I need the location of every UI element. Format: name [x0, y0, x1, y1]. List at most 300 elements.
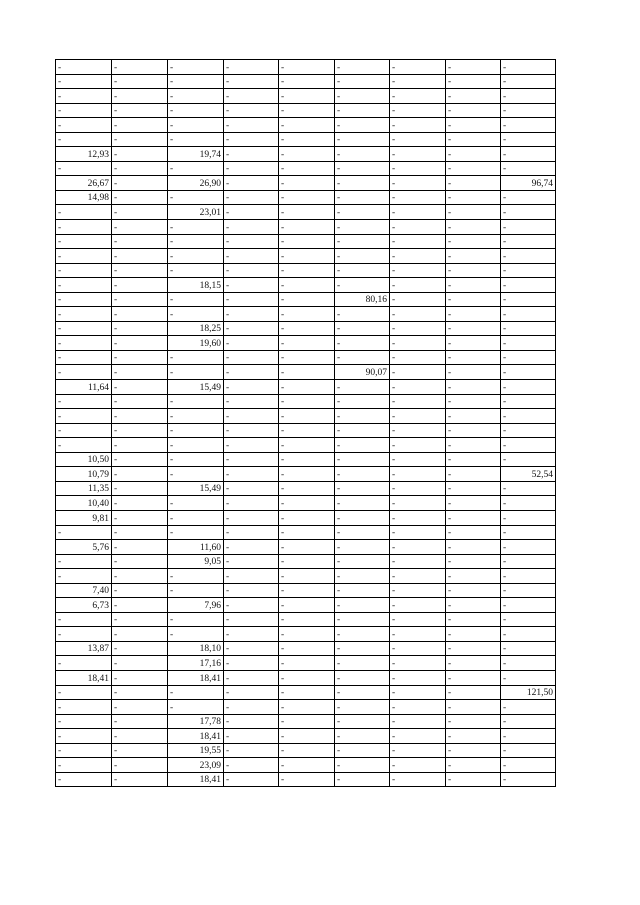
table-cell: - [224, 234, 279, 249]
table-cell: - [224, 249, 279, 264]
table-cell: - [390, 132, 446, 147]
table-row [56, 685, 556, 700]
table-cell: - [224, 74, 279, 89]
table-cell: - [390, 452, 446, 467]
table-cell: - [224, 540, 279, 555]
table-cell: - [501, 525, 556, 540]
table-cell: - [279, 205, 335, 220]
table-cell: - [335, 467, 390, 482]
table-cell: - [501, 409, 556, 424]
table-cell: - [168, 525, 224, 540]
table-cell: - [112, 176, 168, 191]
table-cell: - [168, 161, 224, 176]
table-cell: - [112, 758, 168, 773]
table-cell: - [390, 714, 446, 729]
table-row [56, 467, 556, 482]
table-row [56, 714, 556, 729]
table-cell: - [112, 438, 168, 453]
table-cell: - [168, 438, 224, 453]
table-cell: - [390, 234, 446, 249]
table-cell: - [335, 423, 390, 438]
table-row [56, 147, 556, 162]
table-cell: - [501, 700, 556, 715]
table-cell: - [112, 452, 168, 467]
table-cell: - [168, 220, 224, 235]
table-cell: - [112, 234, 168, 249]
table-cell: - [279, 249, 335, 264]
table-cell: 17,16 [168, 656, 224, 671]
table-cell: - [446, 423, 501, 438]
table-cell: - [501, 336, 556, 351]
table-row [56, 249, 556, 264]
table-cell: - [390, 510, 446, 525]
table-cell: - [56, 234, 112, 249]
table-cell: - [501, 234, 556, 249]
table-cell: - [224, 685, 279, 700]
table-cell: - [279, 263, 335, 278]
table-cell: - [335, 161, 390, 176]
table-cell: - [279, 234, 335, 249]
table-cell: - [501, 481, 556, 496]
table-cell: - [168, 350, 224, 365]
table-cell: - [335, 510, 390, 525]
table-cell: - [390, 205, 446, 220]
table-cell: - [112, 496, 168, 511]
table-cell: - [446, 263, 501, 278]
table-row [56, 161, 556, 176]
table-row [56, 510, 556, 525]
table-cell: - [224, 583, 279, 598]
table-cell: - [501, 627, 556, 642]
table-cell: - [224, 161, 279, 176]
table-cell: - [168, 60, 224, 75]
table-cell: - [279, 452, 335, 467]
table-cell: - [279, 467, 335, 482]
table-cell: - [446, 409, 501, 424]
table-cell: - [112, 525, 168, 540]
table-cell: - [279, 670, 335, 685]
table-cell: - [112, 772, 168, 787]
table-cell: - [335, 598, 390, 613]
table-cell: - [501, 729, 556, 744]
table-cell: - [446, 729, 501, 744]
table-cell: - [112, 481, 168, 496]
table-cell: - [279, 525, 335, 540]
table-cell: 52,54 [501, 467, 556, 482]
table-cell: - [224, 627, 279, 642]
table-row [56, 758, 556, 773]
table-cell: - [224, 700, 279, 715]
table-cell: - [390, 380, 446, 395]
table-cell: 11,60 [168, 540, 224, 555]
table-cell: - [279, 758, 335, 773]
table-cell: - [56, 627, 112, 642]
table-cell: - [224, 278, 279, 293]
table-cell: - [279, 438, 335, 453]
table-cell: 14,98 [56, 190, 112, 205]
table-cell: - [168, 627, 224, 642]
table-cell: 11,35 [56, 481, 112, 496]
table-cell: - [112, 612, 168, 627]
table-cell: - [279, 714, 335, 729]
table-cell: - [56, 350, 112, 365]
table-cell: - [224, 103, 279, 118]
table-cell: 11,64 [56, 380, 112, 395]
table-cell: - [168, 409, 224, 424]
table-cell: - [279, 190, 335, 205]
table-cell: - [390, 670, 446, 685]
table-cell: - [279, 292, 335, 307]
table-cell: - [390, 147, 446, 162]
table-cell: - [335, 89, 390, 104]
table-cell: - [446, 74, 501, 89]
table-cell: - [335, 321, 390, 336]
table-cell: - [501, 321, 556, 336]
table-cell: - [390, 220, 446, 235]
table-cell: - [168, 89, 224, 104]
table-cell: - [279, 161, 335, 176]
table-cell: - [390, 176, 446, 191]
table-cell: - [501, 380, 556, 395]
data-table [55, 59, 556, 787]
table-cell: - [446, 249, 501, 264]
table-cell: - [501, 118, 556, 133]
table-cell: - [224, 89, 279, 104]
table-cell: - [390, 161, 446, 176]
table-cell: - [112, 74, 168, 89]
table-cell: - [446, 394, 501, 409]
table-cell: - [168, 452, 224, 467]
table-row [56, 772, 556, 787]
table-cell: - [168, 583, 224, 598]
table-cell: - [390, 89, 446, 104]
table-cell: - [56, 714, 112, 729]
table-cell: 10,50 [56, 452, 112, 467]
table-cell: - [335, 452, 390, 467]
table-cell: - [446, 234, 501, 249]
table-cell: - [224, 729, 279, 744]
table-cell: - [335, 540, 390, 555]
table-cell: - [112, 307, 168, 322]
table-cell: - [112, 423, 168, 438]
table-row [56, 74, 556, 89]
table-cell: - [112, 205, 168, 220]
table-cell: - [335, 74, 390, 89]
table-cell: - [446, 554, 501, 569]
table-cell: 90,07 [335, 365, 390, 380]
table-row [56, 569, 556, 584]
table-cell: - [501, 510, 556, 525]
table-cell: - [501, 365, 556, 380]
table-cell: - [112, 292, 168, 307]
table-cell: 10,40 [56, 496, 112, 511]
table-cell: - [335, 758, 390, 773]
table-cell: - [168, 423, 224, 438]
table-row [56, 336, 556, 351]
table-cell: - [56, 743, 112, 758]
table-row [56, 292, 556, 307]
table-cell: - [335, 569, 390, 584]
table-cell: - [224, 758, 279, 773]
table-cell: - [390, 438, 446, 453]
table-cell: - [501, 452, 556, 467]
table-cell: - [501, 583, 556, 598]
table-cell: - [56, 89, 112, 104]
table-cell: - [168, 263, 224, 278]
table-cell: - [112, 380, 168, 395]
table-cell: - [168, 467, 224, 482]
table-cell: - [224, 176, 279, 191]
table-cell: - [446, 365, 501, 380]
table-cell: - [279, 496, 335, 511]
table-cell: - [56, 205, 112, 220]
table-cell: - [279, 685, 335, 700]
table-cell: - [501, 438, 556, 453]
table-cell: - [446, 60, 501, 75]
table-cell: - [501, 743, 556, 758]
table-cell: - [56, 74, 112, 89]
table-cell: - [446, 292, 501, 307]
table-cell: - [224, 714, 279, 729]
table-cell: - [279, 380, 335, 395]
table-cell: - [224, 190, 279, 205]
table-cell: - [335, 176, 390, 191]
table-cell: - [446, 205, 501, 220]
table-cell: - [390, 423, 446, 438]
table-cell: 18,25 [168, 321, 224, 336]
table-cell: - [446, 656, 501, 671]
table-cell: - [112, 220, 168, 235]
table-cell: - [335, 700, 390, 715]
table-cell: 18,15 [168, 278, 224, 293]
table-cell: - [501, 132, 556, 147]
table-cell: - [279, 481, 335, 496]
table-cell: - [279, 394, 335, 409]
table-cell: - [390, 685, 446, 700]
table-cell: - [279, 74, 335, 89]
table-cell: - [390, 74, 446, 89]
table-cell: - [335, 612, 390, 627]
table-cell: - [446, 627, 501, 642]
table-cell: - [224, 60, 279, 75]
table-cell: - [446, 641, 501, 656]
table-cell: - [112, 743, 168, 758]
table-cell: - [112, 321, 168, 336]
table-cell: - [112, 147, 168, 162]
table-cell: - [279, 612, 335, 627]
table-cell: - [501, 147, 556, 162]
table-row [56, 205, 556, 220]
table-row [56, 598, 556, 613]
table-cell: - [224, 263, 279, 278]
table-row [56, 132, 556, 147]
table-cell: - [390, 540, 446, 555]
table-body [56, 60, 556, 787]
table-cell: - [390, 496, 446, 511]
table-cell: - [501, 60, 556, 75]
table-cell: - [168, 394, 224, 409]
table-cell: - [279, 656, 335, 671]
table-cell: - [501, 249, 556, 264]
table-cell: - [390, 103, 446, 118]
table-row [56, 423, 556, 438]
table-cell: - [446, 278, 501, 293]
table-cell: - [279, 147, 335, 162]
table-cell: - [335, 205, 390, 220]
table-cell: - [56, 249, 112, 264]
table-row [56, 234, 556, 249]
table-cell: - [446, 147, 501, 162]
table-cell: - [501, 103, 556, 118]
table-cell: - [335, 220, 390, 235]
table-row [56, 394, 556, 409]
table-cell: - [335, 380, 390, 395]
table-cell: - [112, 365, 168, 380]
table-cell: - [501, 772, 556, 787]
table-row [56, 263, 556, 278]
table-cell: - [446, 569, 501, 584]
table-cell: - [168, 700, 224, 715]
table-cell: 10,79 [56, 467, 112, 482]
table-cell: - [112, 569, 168, 584]
table-cell: - [501, 350, 556, 365]
table-cell: 9,81 [56, 510, 112, 525]
table-cell: - [446, 525, 501, 540]
table-cell: - [279, 540, 335, 555]
table-cell: - [112, 583, 168, 598]
table-cell: - [112, 103, 168, 118]
table-cell: - [501, 161, 556, 176]
table-cell: - [390, 263, 446, 278]
table-cell: - [224, 554, 279, 569]
table-cell: - [446, 714, 501, 729]
table-cell: - [56, 307, 112, 322]
table-cell: - [224, 656, 279, 671]
table-cell: - [335, 641, 390, 656]
table-cell: - [501, 190, 556, 205]
table-cell: - [390, 758, 446, 773]
table-cell: - [112, 641, 168, 656]
table-cell: - [446, 743, 501, 758]
table-cell: - [224, 438, 279, 453]
table-cell: - [390, 321, 446, 336]
table-cell: - [335, 60, 390, 75]
table-cell: - [224, 641, 279, 656]
table-cell: - [168, 103, 224, 118]
table-cell: - [224, 670, 279, 685]
table-cell: - [335, 714, 390, 729]
table-row [56, 89, 556, 104]
table-cell: 26,90 [168, 176, 224, 191]
table-cell: 12,93 [56, 147, 112, 162]
table-cell: - [335, 307, 390, 322]
table-cell: - [112, 510, 168, 525]
table-cell: - [224, 772, 279, 787]
table-cell: 23,01 [168, 205, 224, 220]
table-cell: - [56, 685, 112, 700]
table-cell: - [446, 685, 501, 700]
table-cell: - [335, 103, 390, 118]
table-cell: - [390, 118, 446, 133]
table-cell: - [446, 438, 501, 453]
table-cell: - [446, 510, 501, 525]
table-cell: 7,40 [56, 583, 112, 598]
table-cell: - [56, 656, 112, 671]
table-cell: - [56, 336, 112, 351]
table-cell: - [335, 772, 390, 787]
table-cell: - [390, 467, 446, 482]
table-cell: - [224, 380, 279, 395]
table-cell: - [335, 118, 390, 133]
table-cell: - [168, 685, 224, 700]
table-row [56, 118, 556, 133]
table-cell: - [390, 627, 446, 642]
table-cell: - [112, 729, 168, 744]
table-cell: - [446, 758, 501, 773]
table-cell: - [112, 685, 168, 700]
table-cell: - [335, 670, 390, 685]
table-cell: - [279, 307, 335, 322]
table-cell: - [112, 278, 168, 293]
table-cell: 18,41 [168, 772, 224, 787]
table-row [56, 176, 556, 191]
table-cell: - [335, 249, 390, 264]
table-cell: - [224, 612, 279, 627]
table-cell: - [224, 336, 279, 351]
table-cell: - [335, 525, 390, 540]
table-cell: - [224, 510, 279, 525]
table-cell: 80,16 [335, 292, 390, 307]
table-cell: - [56, 423, 112, 438]
table-cell: - [224, 307, 279, 322]
table-cell: - [390, 743, 446, 758]
table-row [56, 190, 556, 205]
table-cell: - [112, 627, 168, 642]
table-cell: - [279, 772, 335, 787]
table-cell: - [112, 394, 168, 409]
table-row [56, 438, 556, 453]
table-cell: - [56, 263, 112, 278]
table-cell: - [279, 409, 335, 424]
table-cell: - [224, 496, 279, 511]
table-cell: - [390, 278, 446, 293]
table-cell: - [279, 350, 335, 365]
table-cell: - [335, 656, 390, 671]
table-cell: - [112, 554, 168, 569]
table-cell: - [224, 525, 279, 540]
table-cell: - [224, 481, 279, 496]
table-cell: - [501, 598, 556, 613]
table-cell: - [446, 190, 501, 205]
table-cell: - [501, 278, 556, 293]
table-cell: - [224, 743, 279, 758]
table-cell: - [168, 132, 224, 147]
table-cell: - [224, 292, 279, 307]
table-cell: - [112, 60, 168, 75]
table-cell: - [56, 438, 112, 453]
table-cell: 18,41 [168, 729, 224, 744]
table-cell: - [112, 467, 168, 482]
table-row [56, 525, 556, 540]
table-row [56, 409, 556, 424]
table-cell: - [335, 496, 390, 511]
table-cell: - [501, 263, 556, 278]
table-cell: - [168, 234, 224, 249]
table-cell: - [112, 714, 168, 729]
table-cell: - [446, 336, 501, 351]
table-row [56, 481, 556, 496]
table-cell: - [501, 540, 556, 555]
